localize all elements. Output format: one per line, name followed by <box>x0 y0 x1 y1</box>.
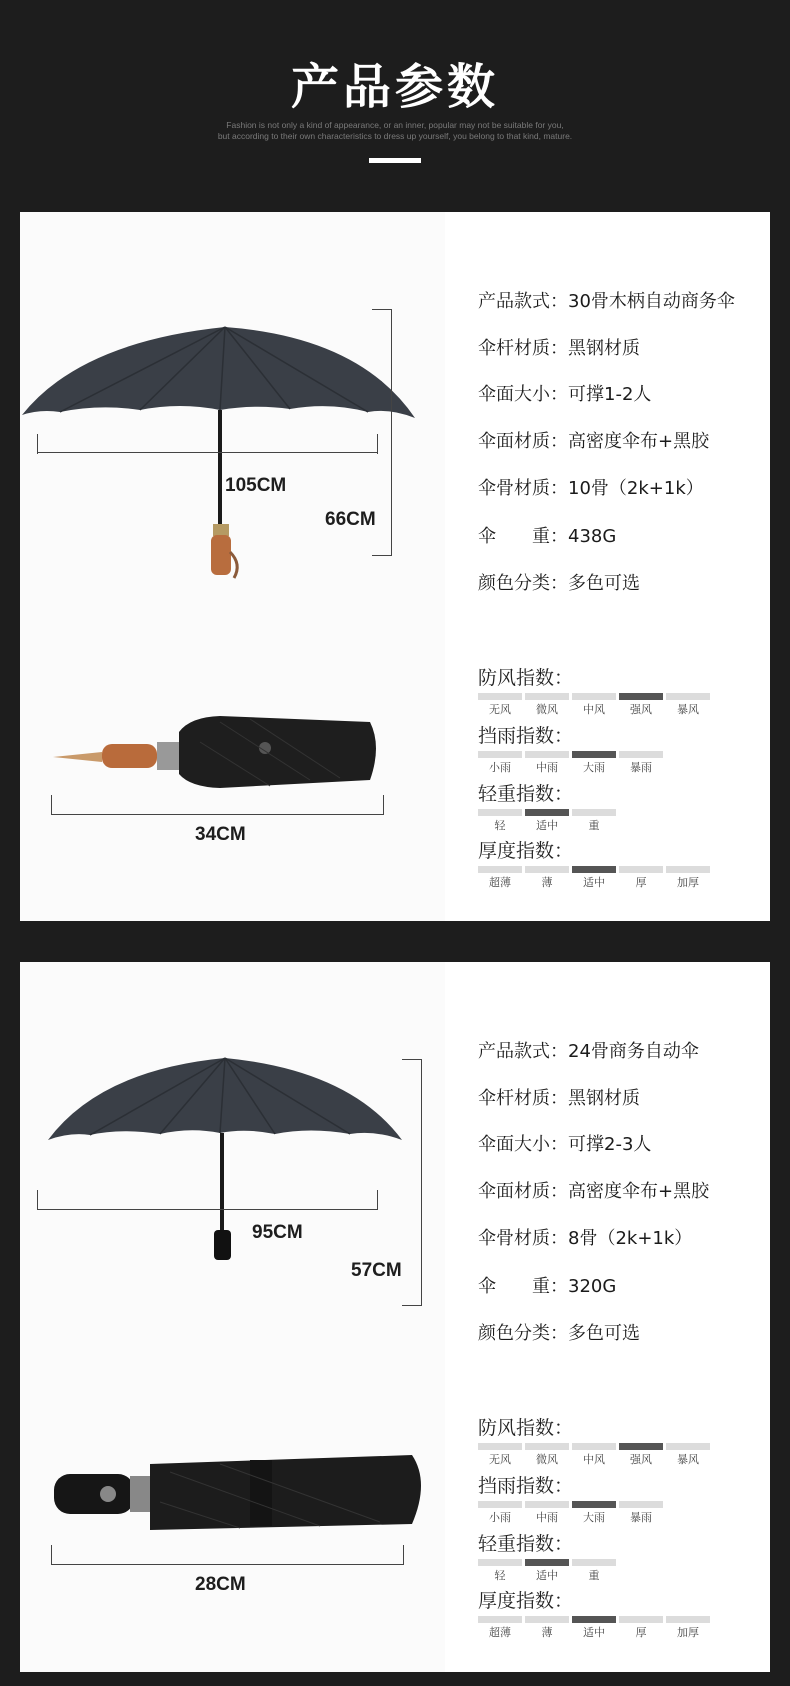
spec-row <box>478 1037 699 1063</box>
dim-line-tick <box>51 795 52 815</box>
index-level-label: 大雨 <box>583 761 605 774</box>
spec-label: 伞 重： <box>478 526 568 547</box>
index-level-label: 加厚 <box>677 1626 699 1639</box>
spec-row <box>478 474 704 500</box>
index-level-label: 无风 <box>489 1453 511 1466</box>
index-level-bar <box>525 1559 569 1566</box>
index-level-label: 适中 <box>583 1626 605 1639</box>
spec-row <box>478 1224 692 1250</box>
index-level-label: 微风 <box>536 703 558 716</box>
index-level-bar <box>525 751 569 758</box>
index-level-label: 适中 <box>583 876 605 889</box>
index-level-bar <box>525 693 569 700</box>
spec-value: 黑钢材质 <box>568 338 640 359</box>
index-level-label: 厚 <box>635 876 647 889</box>
spec-row <box>478 334 640 360</box>
index-thickness: 厚度指数： 超薄 薄 适中 厚 加厚 <box>478 839 710 890</box>
spec-value: 可撑2-3人 <box>568 1134 652 1155</box>
index-level-bar <box>572 1443 616 1450</box>
spec-row <box>478 522 616 548</box>
spec-value: 黑钢材质 <box>568 1088 640 1109</box>
dim-line-tick <box>372 555 392 556</box>
spec-row <box>478 380 651 406</box>
spec-value: 高密度伞布+黑胶 <box>568 431 710 452</box>
index-level-bar <box>478 1443 522 1450</box>
index-level-label: 中风 <box>583 1453 605 1466</box>
index-level-bar <box>666 1616 710 1623</box>
index-level-bar <box>619 1501 663 1508</box>
folded-umbrella-image <box>20 702 445 812</box>
index-weight: 轻重指数： 轻 适中 重 <box>478 782 616 833</box>
index-level-label: 微风 <box>536 1453 558 1466</box>
dim-line-tick <box>377 434 378 454</box>
index-level-label: 强风 <box>630 703 652 716</box>
product-panel-2 <box>20 962 770 1672</box>
index-level-bar <box>525 1616 569 1623</box>
subtitle-line-1: Fashion is not only a kind of appearance, or an inner, popular may not be suitable for you, <box>226 120 564 130</box>
index-level-label: 无风 <box>489 703 511 716</box>
index-level-bar <box>666 866 710 873</box>
dim-line-tick <box>51 1545 52 1565</box>
index-level-bar <box>619 866 663 873</box>
folded-umbrella-image <box>20 1452 445 1562</box>
open-height-label: 57CM <box>351 1260 402 1281</box>
index-level-bar <box>525 1501 569 1508</box>
spec-value: 30骨木柄自动商务伞 <box>568 291 735 312</box>
subtitle-line-2: but according to their own characteristics to dress up yourself, you belong to that kind, mature. <box>217 131 573 141</box>
index-level-bar <box>572 1559 616 1566</box>
product-panel-1 <box>20 212 770 921</box>
dim-line-tick <box>37 434 38 454</box>
index-level-label: 强风 <box>630 1453 652 1466</box>
spec-label: 颜色分类： <box>478 1323 568 1344</box>
spec-value: 10骨（2k+1k） <box>568 478 704 499</box>
index-level-bar <box>572 751 616 758</box>
open-width-label: 105CM <box>225 475 287 496</box>
open-width-dim-line <box>37 1209 378 1210</box>
index-level-label: 超薄 <box>489 1626 511 1639</box>
index-level-label: 薄 <box>541 876 553 889</box>
index-level-bar <box>525 809 569 816</box>
folded-length-dim-line <box>51 1564 404 1565</box>
index-level-label: 中雨 <box>536 761 558 774</box>
spec-row <box>478 287 735 313</box>
spec-row <box>478 1084 640 1110</box>
index-level-label: 暴雨 <box>630 761 652 774</box>
spec-value: 320G <box>568 1276 617 1297</box>
spec-label: 伞骨材质： <box>478 478 568 499</box>
index-wind: 防风指数： 无风 微风 中风 强风 暴风 <box>478 666 710 717</box>
index-level-label: 适中 <box>536 819 558 832</box>
spec-value: 高密度伞布+黑胶 <box>568 1181 710 1202</box>
spec-label: 伞面材质： <box>478 431 568 452</box>
index-level-bar <box>478 1616 522 1623</box>
title-underline <box>369 158 421 163</box>
index-level-bar <box>572 809 616 816</box>
index-level-label: 重 <box>588 819 600 832</box>
dim-line-tick <box>37 1190 38 1210</box>
dim-line-tick <box>402 1305 422 1306</box>
index-level-label: 适中 <box>536 1569 558 1582</box>
dim-line-tick <box>402 1059 422 1060</box>
open-height-label: 66CM <box>325 509 376 530</box>
spec-label: 伞 重： <box>478 1276 568 1297</box>
spec-row <box>478 1130 651 1156</box>
index-thickness: 厚度指数： 超薄 薄 适中 厚 加厚 <box>478 1589 710 1640</box>
index-level-bar <box>572 1616 616 1623</box>
index-weight: 轻重指数： 轻 适中 重 <box>478 1532 616 1583</box>
index-level-bar <box>478 693 522 700</box>
open-width-dim-line <box>37 452 378 453</box>
index-level-bar <box>572 866 616 873</box>
dim-line-tick <box>372 309 392 310</box>
index-level-bar <box>478 809 522 816</box>
index-level-label: 暴雨 <box>630 1511 652 1524</box>
spec-label: 伞骨材质： <box>478 1228 568 1249</box>
index-level-label: 超薄 <box>489 876 511 889</box>
index-level-label: 小雨 <box>489 1511 511 1524</box>
spec-row <box>478 1272 616 1298</box>
dim-line-tick <box>383 795 384 815</box>
spec-label: 伞杆材质： <box>478 1088 568 1109</box>
index-level-bar <box>666 693 710 700</box>
spec-label: 伞面材质： <box>478 1181 568 1202</box>
index-level-label: 重 <box>588 1569 600 1582</box>
spec-label: 产品款式： <box>478 291 568 312</box>
index-level-label: 薄 <box>541 1626 553 1639</box>
spec-value: 多色可选 <box>568 573 640 594</box>
open-umbrella-image <box>20 212 445 592</box>
spec-label: 伞杆材质： <box>478 338 568 359</box>
spec-value: 24骨商务自动伞 <box>568 1041 699 1062</box>
spec-row <box>478 1177 709 1203</box>
open-height-dim-line <box>391 309 392 556</box>
index-level-label: 中雨 <box>536 1511 558 1524</box>
index-wind: 防风指数： 无风 微风 中风 强风 暴风 <box>478 1416 710 1467</box>
dim-line-tick <box>403 1545 404 1565</box>
index-level-bar <box>619 1616 663 1623</box>
spec-value: 8骨（2k+1k） <box>568 1228 693 1249</box>
index-level-label: 暴风 <box>677 1453 699 1466</box>
spec-row <box>478 427 709 453</box>
page-title: 产品参数 <box>290 59 499 115</box>
index-level-bar <box>572 1501 616 1508</box>
spec-row <box>478 569 640 595</box>
index-level-bar <box>572 693 616 700</box>
spec-label: 产品款式： <box>478 1041 568 1062</box>
product-photo-area <box>20 962 445 1672</box>
index-level-bar <box>666 1443 710 1450</box>
spec-value: 多色可选 <box>568 1323 640 1344</box>
index-level-bar <box>478 866 522 873</box>
index-level-bar <box>619 751 663 758</box>
index-level-bar <box>619 1443 663 1450</box>
index-level-label: 加厚 <box>677 876 699 889</box>
index-level-label: 大雨 <box>583 1511 605 1524</box>
open-width-label: 95CM <box>252 1222 303 1243</box>
index-level-bar <box>478 751 522 758</box>
spec-label: 伞面大小： <box>478 384 568 405</box>
spec-label: 伞面大小： <box>478 1134 568 1155</box>
folded-length-label: 34CM <box>195 824 246 845</box>
index-level-label: 中风 <box>583 703 605 716</box>
index-rain: 挡雨指数： 小雨 中雨 大雨 暴雨 <box>478 1474 663 1525</box>
folded-length-dim-line <box>51 814 384 815</box>
spec-value: 可撑1-2人 <box>568 384 652 405</box>
spec-value: 438G <box>568 526 617 547</box>
index-level-bar <box>525 866 569 873</box>
folded-length-label: 28CM <box>195 1574 246 1595</box>
spec-row <box>478 1319 640 1345</box>
index-level-bar <box>525 1443 569 1450</box>
index-level-label: 轻 <box>494 1569 506 1582</box>
index-level-bar <box>478 1501 522 1508</box>
dim-line-tick <box>377 1190 378 1210</box>
index-level-label: 暴风 <box>677 703 699 716</box>
page-header <box>0 0 790 210</box>
index-level-label: 小雨 <box>489 761 511 774</box>
open-umbrella-image <box>20 962 445 1262</box>
index-level-bar <box>478 1559 522 1566</box>
open-height-dim-line <box>421 1059 422 1306</box>
index-rain: 挡雨指数： 小雨 中雨 大雨 暴雨 <box>478 724 663 775</box>
index-level-bar <box>619 693 663 700</box>
index-level-label: 轻 <box>494 819 506 832</box>
spec-label: 颜色分类： <box>478 573 568 594</box>
index-level-label: 厚 <box>635 1626 647 1639</box>
